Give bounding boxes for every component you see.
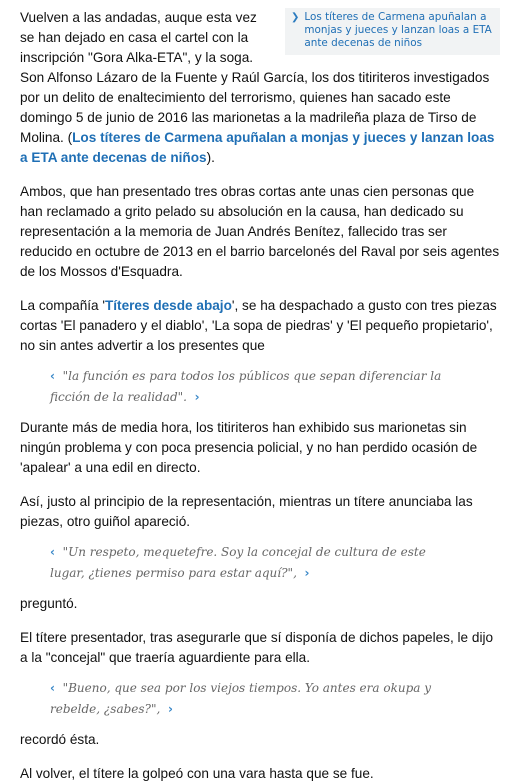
related-article-box[interactable] <box>285 8 500 55</box>
quote-1 <box>50 366 450 408</box>
quote-close-icon: › <box>304 566 310 580</box>
paragraph-1-text: Vuelven a las andadas, auque esta vez se han dejado en casa el cartel con la inscripción "Gora Alka-ETA", y la soga. Son Alfonso Lázaro de la Fuente y Raúl García, los dos titiriteros investigados por un delito de enaltecimiento del terrorismo, quienes han sacado este domingo 5 de junio de 2016 las marionetas a la madrileña plaza de Tirso de Molina. ( <box>20 10 490 145</box>
paragraph-6: preguntó. <box>20 596 78 611</box>
quote-close-icon: › <box>194 390 200 404</box>
quote-open-icon: ‹ <box>50 545 55 559</box>
chevron-right-icon: ❯ <box>291 12 300 23</box>
inline-article-link[interactable]: Los títeres de Carmena apuñalan a monjas y jueces y lanzan loas a ETA ante decenas de niños <box>20 130 495 165</box>
paragraph-8: recordó ésta. <box>20 732 100 747</box>
paragraph-5: Así, justo al principio de la representación, mientras un títere anunciaba las piezas, otro guiñol apareció. <box>20 494 473 529</box>
paragraph-1 <box>20 8 500 168</box>
quote-2-text: "Un respeto, mequetefre. Soy la concejal de cultura de este lugar, ¿tienes permiso para estar aquí?", <box>50 545 426 580</box>
quote-open-icon: ‹ <box>50 681 55 695</box>
company-link[interactable]: Títeres desde abajo <box>104 298 232 313</box>
quote-2 <box>50 542 450 584</box>
quote-3 <box>50 678 450 720</box>
quote-1-text: "la función es para todos los públicos que sepan diferenciar la ficción de la realidad". <box>50 369 442 404</box>
article-body <box>20 8 500 784</box>
quote-3-text: "Bueno, que sea por los viejos tiempos. Yo antes era okupa y rebelde, ¿sabes?", <box>50 681 432 716</box>
quote-close-icon: › <box>167 702 173 716</box>
paragraph-7: El títere presentador, tras asegurarle que sí disponía de dichos papeles, le dijo a la "concejal" que traería aguardiente para ella. <box>20 630 494 665</box>
paragraph-3-start: La compañía ' <box>20 298 105 313</box>
paragraph-4: Durante más de media hora, los titiriteros han exhibido sus marionetas sin ningún problema y con poca presencia policial, y no han perdido ocasión de 'apalear' a una edil en directo. <box>20 420 478 475</box>
related-article-link[interactable]: Los títeres de Carmena apuñalan a monjas y jueces y lanzan loas a ETA ante decenas de niños <box>304 11 492 49</box>
paragraph-3 <box>20 296 500 356</box>
paragraph-9: Al volver, el títere la golpeó con una vara hasta que se fue. <box>20 766 374 781</box>
quote-open-icon: ‹ <box>50 369 55 383</box>
paragraph-1-end: ). <box>206 150 215 165</box>
paragraph-3-end: ', se ha despachado a gusto con tres piezas cortas 'El panadero y el diablo', 'La sopa de piedras' y 'El pequeño propietario', no sin antes advertir a los presentes que <box>20 298 497 353</box>
paragraph-2: Ambos, que han presentado tres obras cortas ante unas cien personas que han reclamado a grito pelado su absolución en la causa, han dedicado su representación a la memoria de Juan Andrés Benítez, fallecido tras ser reducido en octubre de 2013 en el barrio barcelonés del Raval por seis agentes de los Mossos d'Esquadra. <box>20 184 500 279</box>
